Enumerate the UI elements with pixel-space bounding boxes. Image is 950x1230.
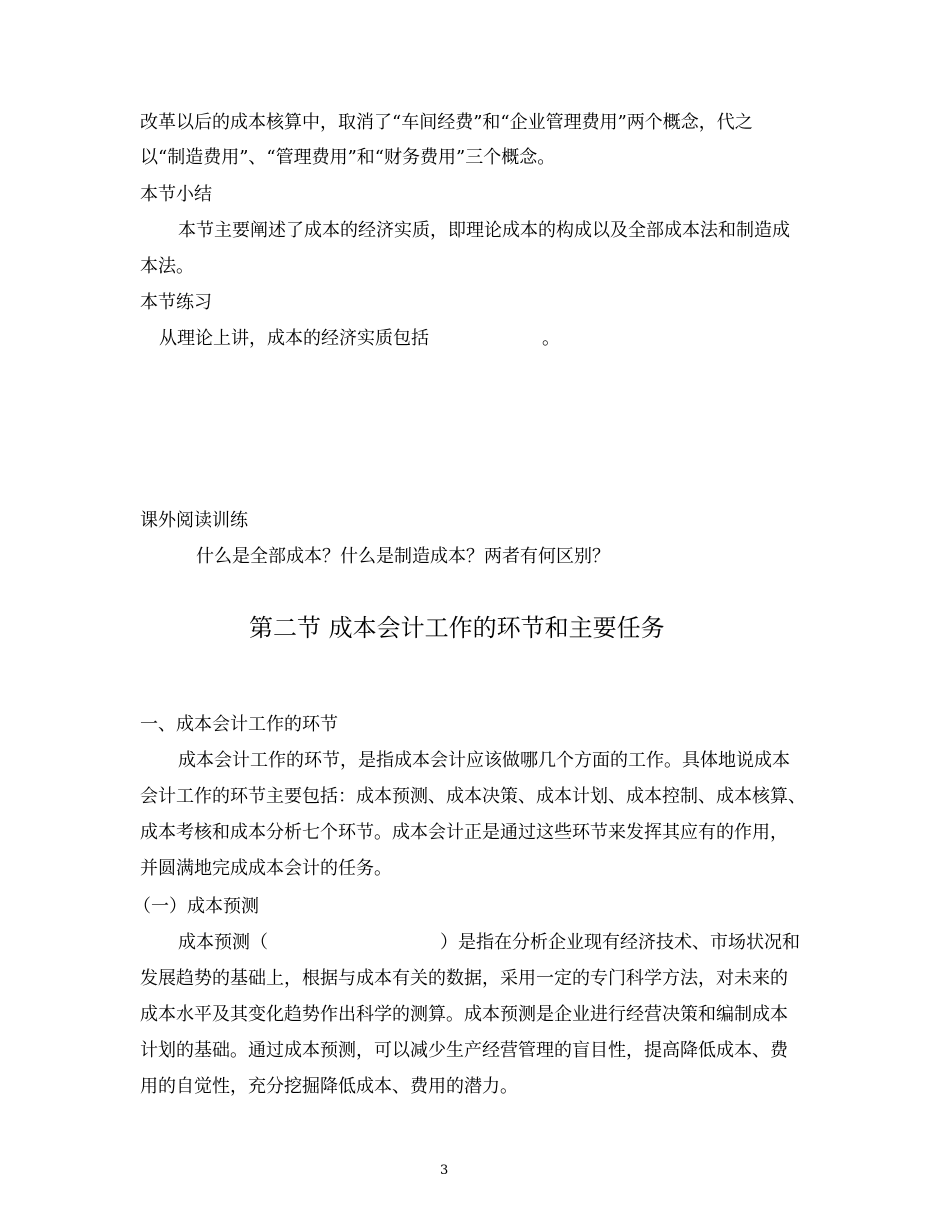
exercise-title: 本节练习	[140, 292, 212, 313]
item1-first-line	[178, 931, 800, 955]
reading-title: 课外阅读训练	[140, 510, 248, 531]
item1-title: （一）成本预测	[133, 896, 259, 917]
subsection1-text-line-3: 成本考核和成本分析七个环节。成本会计正是通过这些环节来发挥其应有的作用，	[140, 822, 788, 843]
item1-first-before: 成本预测（	[178, 932, 268, 953]
exercise-question	[159, 327, 560, 351]
page-number: 3	[440, 1163, 449, 1178]
item1-text-line-4: 计划的基础。通过成本预测，可以减少生产经营管理的盲目性，提高降低成本、费	[140, 1040, 788, 1061]
subsection1-title: 一、成本会计工作的环节	[140, 714, 338, 735]
exercise-text-after: 。	[542, 328, 560, 349]
summary-text-line-2: 本法。	[140, 256, 194, 277]
subsection1-text-line-4: 并圆满地完成成本会计的任务。	[140, 858, 392, 879]
reading-question: 什么是全部成本？什么是制造成本？两者有何区别？	[196, 546, 610, 567]
intro-line-2: 以“制造费用”、“管理费用”和“财务费用”三个概念。	[140, 147, 556, 168]
subsection1-text-line-1: 成本会计工作的环节，是指成本会计应该做哪几个方面的工作。具体地说成本	[178, 750, 790, 771]
item1-text-line-3: 成本水平及其变化趋势作出科学的测算。成本预测是企业进行经营决策和编制成本	[140, 1004, 788, 1025]
item1-first-after: ）是指在分析企业现有经济技术、市场状况和	[440, 932, 800, 953]
summary-text-line-1: 本节主要阐述了成本的经济实质，即理论成本的构成以及全部成本法和制造成	[178, 220, 790, 241]
exercise-text-before: 从理论上讲，成本的经济实质包括	[159, 328, 429, 349]
item1-text-line-5: 用的自觉性，充分挖掘降低成本、费用的潜力。	[140, 1076, 518, 1097]
section-heading: 第二节 成本会计工作的环节和主要任务	[249, 614, 665, 642]
subsection1-text-line-2: 会计工作的环节主要包括：成本预测、成本决策、成本计划、成本控制、成本核算、	[140, 786, 806, 807]
item1-text-line-2: 发展趋势的基础上，根据与成本有关的数据，采用一定的专门科学方法，对未来的	[140, 968, 788, 989]
summary-title: 本节小结	[140, 184, 212, 205]
intro-line-1: 改革以后的成本核算中，取消了“车间经费”和“企业管理费用”两个概念，代之	[140, 112, 753, 133]
